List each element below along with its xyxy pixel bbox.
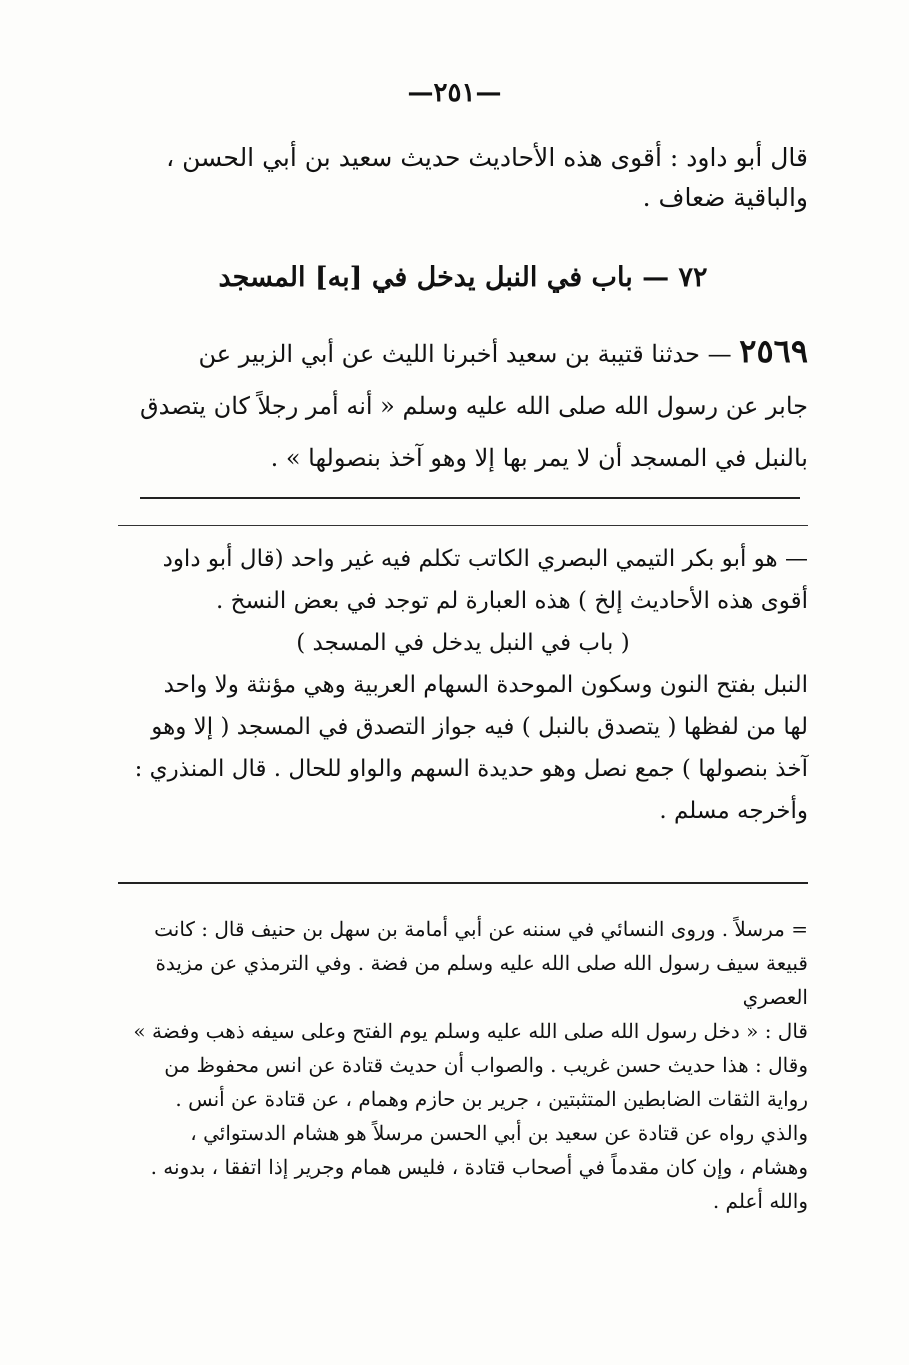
hadith-line: جابر عن رسول الله صلى الله عليه وسلم « أنه أمر رجلاً كان يتصدق xyxy=(139,392,808,420)
hadith-text xyxy=(118,325,808,484)
commentary-line: آخذ بنصولها ) جمع نصل وهو حديدة السهم والواو للحال . قال المنذري : xyxy=(134,756,808,782)
footnote-line: وقال : هذا حديث حسن غريب . والصواب أن حديث قتادة عن انس محفوظ من xyxy=(164,1053,808,1077)
footnote-divider xyxy=(118,882,808,884)
abu-dawud-note xyxy=(118,138,808,218)
hadith-line xyxy=(118,325,808,380)
footnote-line: قبيعة سيف رسول الله صلى الله عليه وسلم من فضة . وفي الترمذي عن مزيدة العصري xyxy=(155,951,808,1009)
hadith-line-text: — حدثنا قتيبة بن سعيد أخبرنا الليث عن أبي الزبير عن xyxy=(198,340,732,368)
abu-dawud-note-line: والباقية ضعاف . xyxy=(642,183,808,212)
footnote-line: والذي رواه عن قتادة عن سعيد بن أبي الحسن مرسلاً هو هشام الدستوائي ، xyxy=(190,1121,808,1145)
footnote-line: رواية الثقات الضابطين المتثبتين ، جرير بن حازم وهمام ، عن قتادة عن أنس . xyxy=(175,1087,808,1111)
hadith-number: ٢٥٦٩ xyxy=(739,332,808,370)
abu-dawud-note-line: قال أبو داود : أقوى هذه الأحاديث حديث سعيد بن أبي الحسن ، xyxy=(166,143,808,172)
commentary-line: — هو أبو بكر التيمي البصري الكاتب تكلم فيه غير واحد (قال أبو داود xyxy=(162,546,808,572)
footnote-line: وهشام ، وإن كان مقدماً في أصحاب قتادة ، فليس همام وجرير إذا اتفقا ، بدونه . xyxy=(150,1155,808,1179)
footnote xyxy=(118,912,808,1218)
hadith-line: بالنبل في المسجد أن لا يمر بها إلا وهو آخذ بنصولها » . xyxy=(270,444,808,472)
divider-rule xyxy=(140,497,800,499)
chapter-heading: ٧٢ — باب في النبل يدخل في [به] المسجد xyxy=(218,262,708,293)
commentary xyxy=(118,538,808,832)
commentary-chapter-ref: ( باب في النبل يدخل في المسجد ) xyxy=(296,630,630,656)
commentary-line: أقوى هذه الأحاديث إلخ ) هذه العبارة لم توجد في بعض النسخ . xyxy=(215,588,808,614)
footnote-line: قال : « دخل رسول الله صلى الله عليه وسلم يوم الفتح وعلى سيفه ذهب وفضة » xyxy=(133,1019,808,1043)
divider-rule xyxy=(118,525,808,526)
page-number: —٢٥١— xyxy=(407,78,502,108)
commentary-line: النبل بفتح النون وسكون الموحدة السهام العربية وهي مؤنثة ولا واحد xyxy=(163,672,808,698)
footnote-line: والله أعلم . xyxy=(712,1189,808,1213)
commentary-line: وأخرجه مسلم . xyxy=(659,798,808,824)
commentary-line: لها من لفظها ( يتصدق بالنبل ) فيه جواز التصدق في المسجد ( إلا وهو xyxy=(151,714,808,740)
footnote-line: = مرسلاً . وروى النسائي في سننه عن أبي أمامة بن سهل بن حنيف قال : كانت xyxy=(154,917,808,941)
